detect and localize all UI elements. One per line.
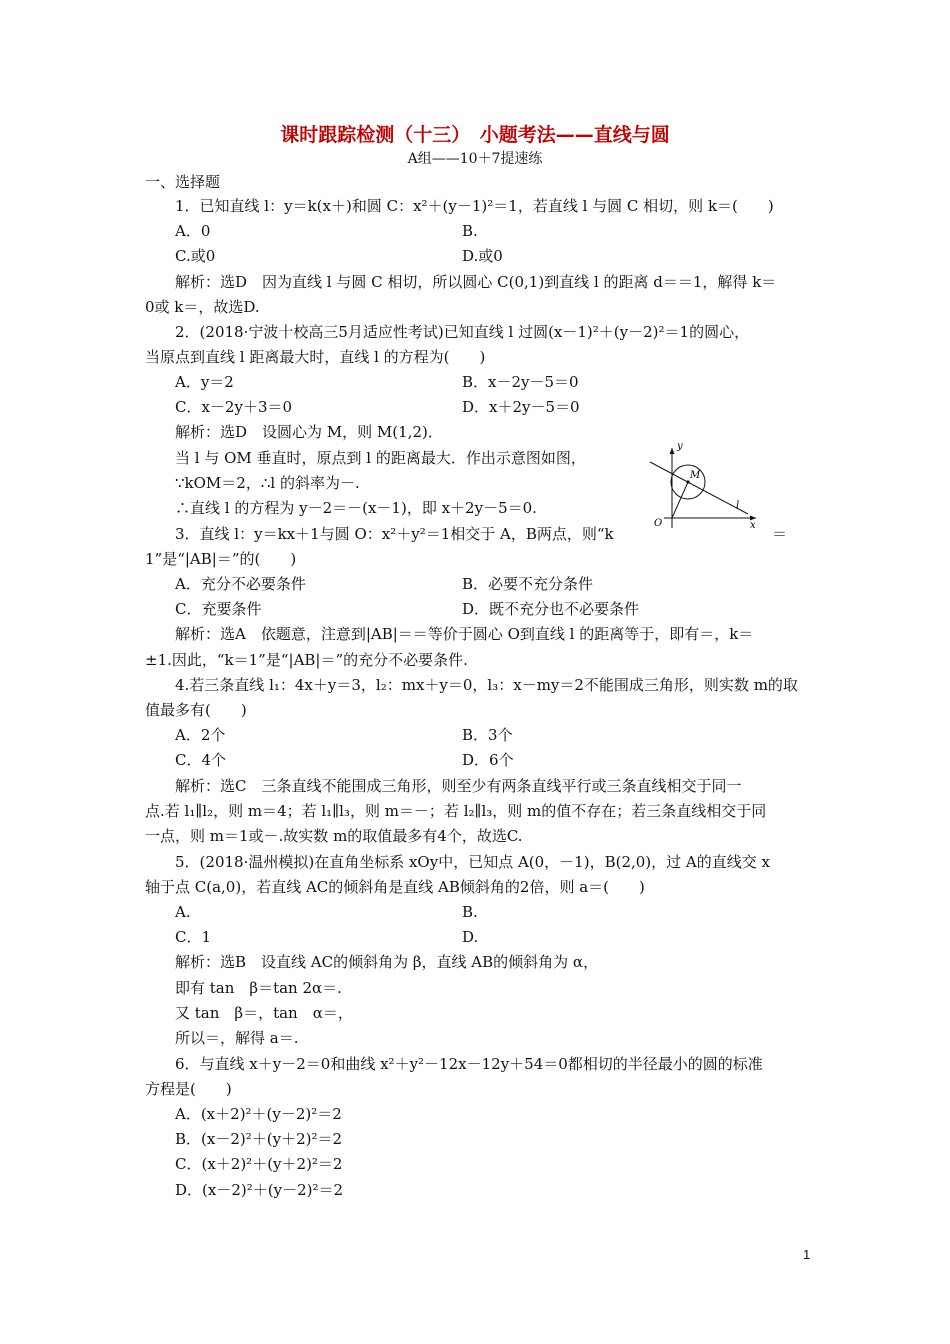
option-right: D．6个 bbox=[462, 751, 514, 769]
option-right: B. bbox=[462, 903, 478, 921]
option-right: D．既不充分也不必要条件 bbox=[462, 600, 640, 618]
page-number: 1 bbox=[803, 1247, 811, 1262]
text-line: C．4个 bbox=[175, 751, 227, 769]
option-right: D．x＋2y－5＝0 bbox=[462, 398, 580, 416]
label-y: y bbox=[677, 441, 683, 452]
text-line: 即有 tan β＝tan 2α＝. bbox=[175, 979, 342, 997]
page-title: 课时跟踪检测（十三） 小题考法——直线与圆 bbox=[280, 124, 670, 146]
option-right: B. bbox=[462, 222, 478, 240]
equation-continuation: ＝ bbox=[772, 525, 788, 543]
text-line: A. bbox=[175, 903, 191, 921]
text-line: 解析：选C 三条直线不能围成三角形，则至少有两条直线平行或三条直线相交于同一 bbox=[175, 777, 742, 795]
text-line: 一点，则 m＝1或－.故实数 m的取值最多有4个，故选C. bbox=[145, 827, 523, 845]
option-right: B．3个 bbox=[462, 726, 513, 744]
text-line: 解析：选A 依题意，注意到|AB|＝＝等价于圆心 O到直线 l 的距离等于，即有＝，k＝ bbox=[175, 625, 754, 643]
text-line: 点.若 l₁∥l₂，则 m＝4；若 l₁∥l₃，则 m＝－；若 l₂∥l₃，则 m的值不存在；若三条直线相交于同 bbox=[145, 802, 767, 820]
text-line: 0或 k＝，故选D. bbox=[145, 298, 260, 316]
text-line: D．(x－2)²＋(y－2)²＝2 bbox=[175, 1181, 344, 1199]
text-line: 2．(2018·宁波十校高三5月适应性考试)已知直线 l 过圆(x－1)²＋(y－2)²＝1的圆心， bbox=[175, 323, 750, 341]
text-line: 5．(2018·温州模拟)在直角坐标系 xOy中，已知点 A(0，－1)，B(2,0)，过 A的直线交 x bbox=[175, 853, 770, 871]
text-line: 4.若三条直线 l₁：4x＋y＝3，l₂：mx＋y＝0，l₃：x－my＝2不能围成三角形，则实数 m的取 bbox=[175, 676, 798, 694]
page-subtitle: A组——10＋7提速练 bbox=[407, 151, 543, 167]
text-line: A．2个 bbox=[175, 726, 226, 744]
label-o: O bbox=[654, 518, 663, 529]
text-line: ∴直线 l 的方程为 y－2＝－(x－1)，即 x＋2y－5＝0. bbox=[175, 499, 537, 517]
label-l: l bbox=[736, 500, 740, 511]
text-line: 当原点到直线 l 距离最大时，直线 l 的方程为( ) bbox=[145, 348, 486, 366]
text-line: ∵kOM＝2，∴l 的斜率为－. bbox=[175, 474, 360, 492]
text-line: 1．已知直线 l：y＝k(x＋)和圆 C：x²＋(y－1)²＝1，若直线 l 与圆 C 相切，则 k＝( ) bbox=[175, 197, 774, 215]
text-line: A．0 bbox=[175, 222, 211, 240]
text-line: B．(x－2)²＋(y＋2)²＝2 bbox=[175, 1130, 343, 1148]
text-line: A．y＝2 bbox=[175, 373, 234, 391]
option-right: D. bbox=[462, 928, 479, 946]
label-x: x bbox=[750, 520, 756, 530]
text-line: 当 l 与 OM 垂直时，原点到 l 的距离最大．作出示意图如图， bbox=[175, 449, 586, 467]
segment-om bbox=[672, 482, 688, 518]
text-line: 1”是“|AB|＝”的( ) bbox=[145, 550, 297, 568]
text-line: 解析：选B 设直线 AC的倾斜角为 β，直线 AB的倾斜角为 α， bbox=[175, 953, 599, 971]
text-line: ±1.因此，“k＝1”是“|AB|＝”的充分不必要条件. bbox=[145, 651, 468, 669]
text-line: C．(x＋2)²＋(y＋2)²＝2 bbox=[175, 1155, 343, 1173]
text-line: C．x－2y＋3＝0 bbox=[175, 398, 293, 416]
text-line: 6．与直线 x＋y－2＝0和曲线 x²＋y²－12x－12y＋54＝0都相切的半径最小的圆的标准 bbox=[175, 1055, 763, 1073]
text-line: C.或0 bbox=[175, 247, 216, 265]
text-line: 又 tan β＝，tan α＝， bbox=[175, 1004, 353, 1022]
option-right: B．x－2y－5＝0 bbox=[462, 373, 579, 391]
label-m: M bbox=[690, 470, 701, 481]
text-line: 3．直线 l：y＝kx＋1与圆 O：x²＋y²＝1相交于 A，B两点，则“k bbox=[175, 525, 614, 543]
text-line: C．1 bbox=[175, 928, 212, 946]
option-right: D.或0 bbox=[462, 247, 503, 265]
y-axis-arrow bbox=[670, 448, 675, 454]
text-line: 所以＝，解得 a＝. bbox=[175, 1029, 299, 1047]
text-line: A．充分不必要条件 bbox=[175, 575, 306, 593]
text-line: 解析：选D 设圆心为 M，则 M(1,2)． bbox=[175, 423, 443, 441]
option-right: B．必要不充分条件 bbox=[462, 575, 594, 593]
text-line: C．充要条件 bbox=[175, 600, 262, 618]
text-line: 方程是( ) bbox=[145, 1080, 232, 1098]
text-line: 值最多有( ) bbox=[145, 701, 247, 719]
text-line: A．(x＋2)²＋(y－2)²＝2 bbox=[175, 1105, 342, 1123]
text-line: 解析：选D 因为直线 l 与圆 C 相切，所以圆心 C(0,1)到直线 l 的距离 d＝＝1，解得 k＝ bbox=[175, 273, 777, 291]
text-line: 轴于点 C(a,0)，若直线 AC的倾斜角是直线 AB倾斜角的2倍，则 a＝( ) bbox=[145, 878, 645, 896]
diagram-figure bbox=[644, 438, 762, 530]
section-heading: 一、选择题 bbox=[145, 173, 221, 191]
